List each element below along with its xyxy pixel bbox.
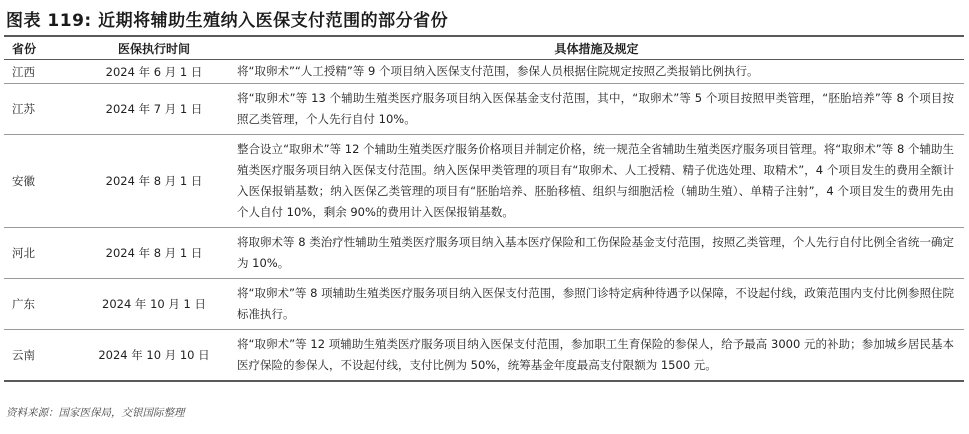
province-cell: 江苏: [4, 84, 79, 135]
date-cell: 2024 年 8 月 1 日: [79, 135, 229, 228]
policy-table: [4, 37, 964, 382]
detail-cell: 将“取卵术”“人工授精”等 9 个项目纳入医保支付范围，参保人员根据住院规定按照乙类报销比例执行。: [229, 60, 964, 84]
date-cell: 2024 年 10 月 10 日: [79, 330, 229, 382]
date-cell: 2024 年 6 月 1 日: [79, 60, 229, 84]
province-cell: 云南: [4, 330, 79, 382]
detail-cell: 将“取卵术”等 8 项辅助生殖类医疗服务项目纳入医保支付范围，参照门诊特定病种待遇予以保障，不设起付线，政策范围内支付比例参照住院标准执行。: [229, 279, 964, 330]
header-row: [4, 37, 964, 60]
detail-cell: 将“取卵术”等 13 个辅助生殖类医疗服务项目纳入医保基金支付范围，其中，“取卵术”等 5 个项目按照甲类管理，“胚胎培养”等 8 个项目按照乙类管理，个人先行自付 10%。: [229, 84, 964, 135]
date-cell: 2024 年 7 月 1 日: [79, 84, 229, 135]
province-cell: 江西: [4, 60, 79, 84]
chart-title: 图表 119: 近期将辅助生殖纳入医保支付范围的部分省份: [6, 11, 449, 31]
detail-cell: 将取卵术等 8 类治疗性辅助生殖类医疗服务项目纳入基本医疗保险和工伤保险基金支付范围，按照乙类管理，个人先行自付比例全省统一确定为 10%。: [229, 228, 964, 279]
table-row: [4, 84, 964, 135]
date-cell: 2024 年 8 月 1 日: [79, 228, 229, 279]
table-row: [4, 279, 964, 330]
table-row: [4, 228, 964, 279]
province-cell: 广东: [4, 279, 79, 330]
province-cell: 河北: [4, 228, 79, 279]
header-detail: 具体措施及规定: [229, 37, 964, 60]
province-cell: 安徽: [4, 135, 79, 228]
table-row: [4, 60, 964, 84]
table-row: [4, 330, 964, 382]
table-row: [4, 135, 964, 228]
detail-cell: 将“取卵术”等 12 项辅助生殖类医疗服务项目纳入医保支付范围，参加职工生育保险的参保人，给予最高 3000 元的补助；参加城乡居民基本医疗保险的参保人，不设起付线，支付比例为 50%，统筹基金年度最高支付限额为 1500 元。: [229, 330, 964, 382]
date-cell: 2024 年 10 月 1 日: [79, 279, 229, 330]
header-province: 省份: [4, 37, 79, 60]
header-date: 医保执行时间: [79, 37, 229, 60]
source-note: 资料来源：国家医保局，交银国际整理: [6, 407, 185, 419]
detail-cell: 整合设立“取卵术”等 12 个辅助生殖类医疗服务价格项目并制定价格，统一规范全省辅助生殖类医疗服务项目管理。将“取卵术”等 8 个辅助生殖类医疗服务项目纳入医保支付范围。纳入医保甲类管理的项目有“取卵术、人工授精、精子优选处理、取精术”，4 个项目发生的费用全额计入医保报销基数；纳入医保乙类管理的项目有“胚胎培养、胚胎移植、组织与细胞活检（辅助生殖）、单精子注射”，4 个项目发生的费用先由个人自付 10%，剩余 90%的费用计入医保报销基数。: [229, 135, 964, 228]
